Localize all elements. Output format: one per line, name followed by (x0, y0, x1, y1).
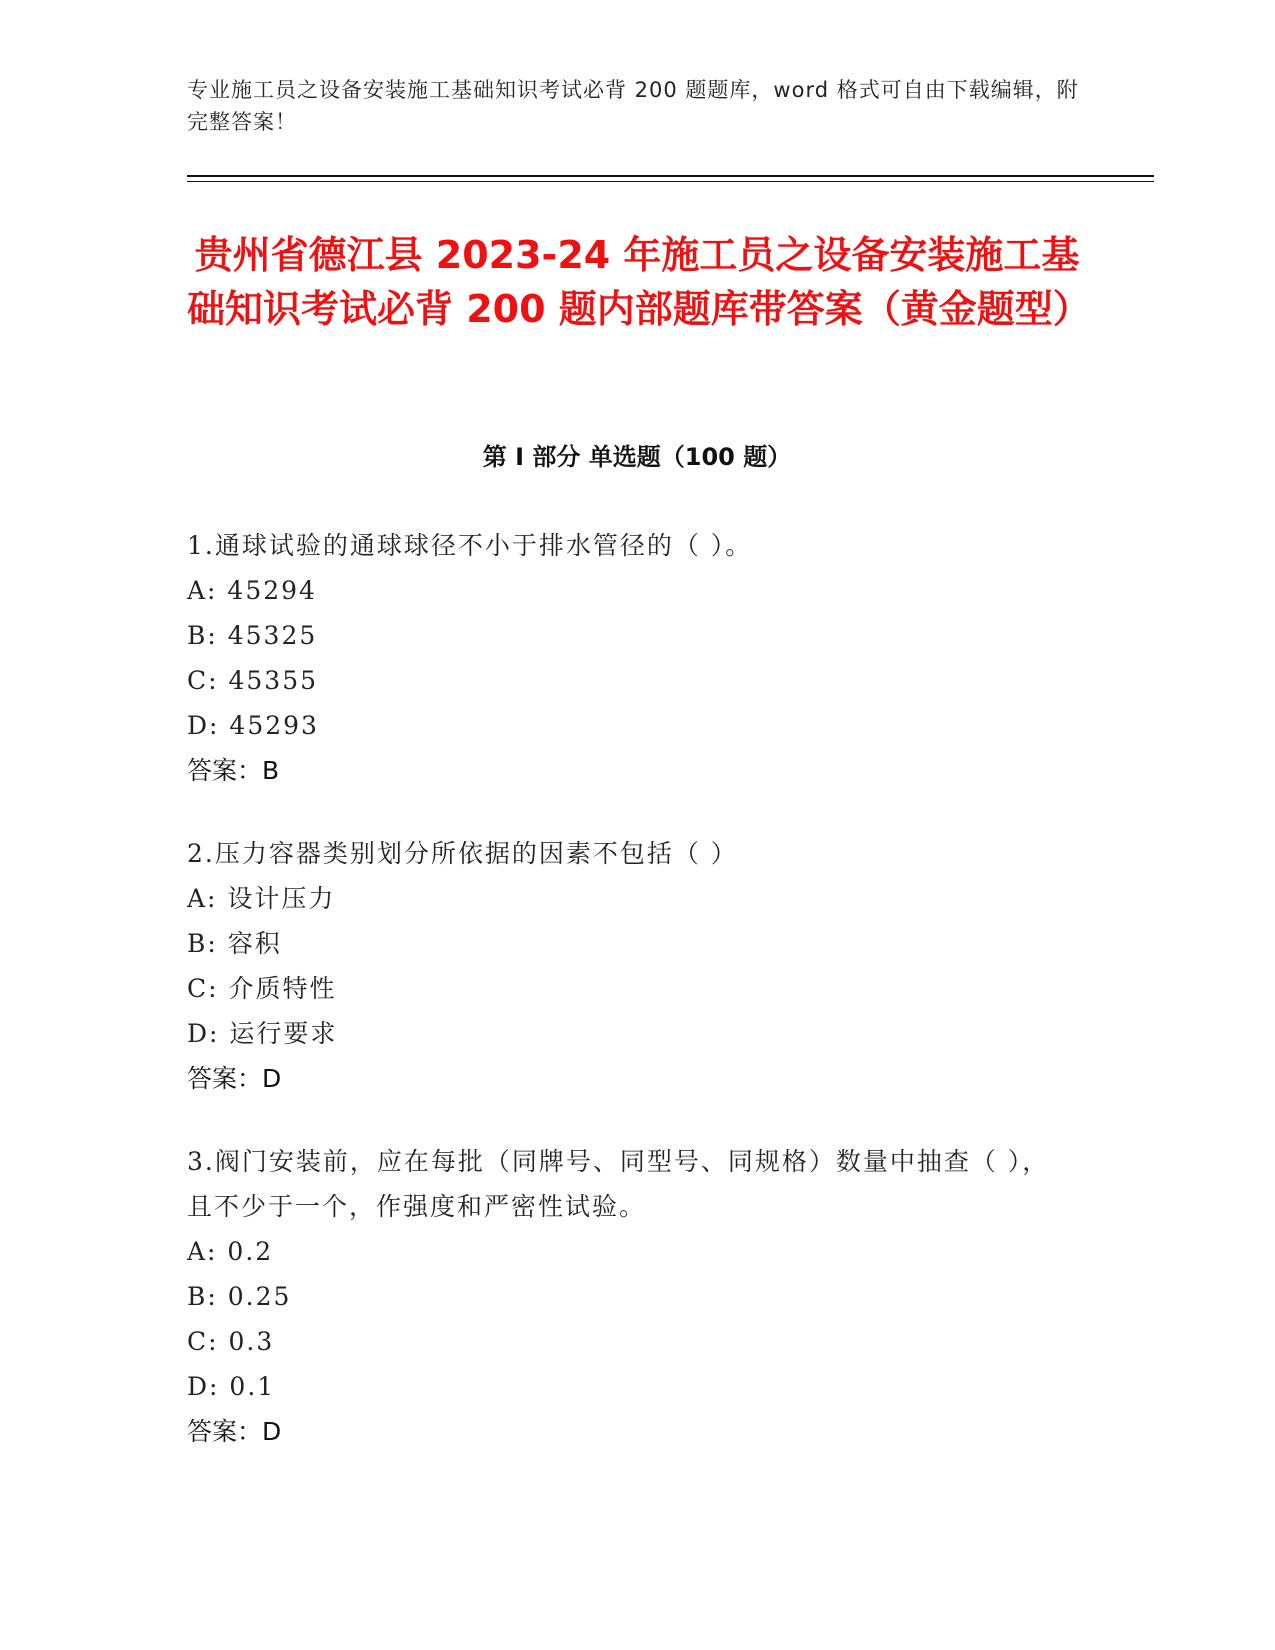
question-stem: 1.通球试验的通球球径不小于排水管径的（ ）。 (187, 531, 753, 560)
option-c: C: 0.3 (187, 1327, 275, 1356)
option-d: D: 运行要求 (187, 1019, 338, 1048)
question-list (187, 523, 1067, 1492)
option-b: B: 容积 (187, 929, 282, 958)
answer-line: 答案：D (187, 1064, 282, 1093)
option-c: C: 45355 (187, 666, 319, 695)
question-item (187, 523, 1067, 793)
question-stem: 3.阀门安装前，应在每批（同牌号、同型号、同规格）数量中抽查（ ），且不少于一个，作强度和严密性试验。 (187, 1147, 1050, 1221)
document-title: 贵州省德江县 2023-24 年施工员之设备安装施工基础知识考试必背 200 题内部题库带答案（黄金题型） (187, 233, 1091, 331)
option-b: B: 45325 (187, 621, 318, 650)
section-title: 第 I 部分 单选题（100 题） (482, 443, 792, 471)
option-c: C: 介质特性 (187, 974, 337, 1003)
answer-line: 答案：D (187, 1417, 282, 1446)
option-b: B: 0.25 (187, 1282, 292, 1311)
question-item (187, 831, 1067, 1101)
option-a: A: 0.2 (187, 1237, 274, 1266)
question-stem: 2.压力容器类别划分所依据的因素不包括（ ） (187, 839, 738, 868)
header-rule-thick (187, 175, 1154, 177)
answer-line: 答案：B (187, 756, 280, 785)
header-rule-thin (187, 181, 1154, 182)
question-item (187, 1139, 1067, 1454)
header-note: 专业施工员之设备安装施工基础知识考试必背 200 题题库，word 格式可自由下载编辑，附完整答案！ (187, 78, 1079, 134)
option-a: A: 设计压力 (187, 884, 336, 913)
option-a: A: 45294 (187, 576, 317, 605)
option-d: D: 45293 (187, 711, 319, 740)
option-d: D: 0.1 (187, 1372, 276, 1401)
